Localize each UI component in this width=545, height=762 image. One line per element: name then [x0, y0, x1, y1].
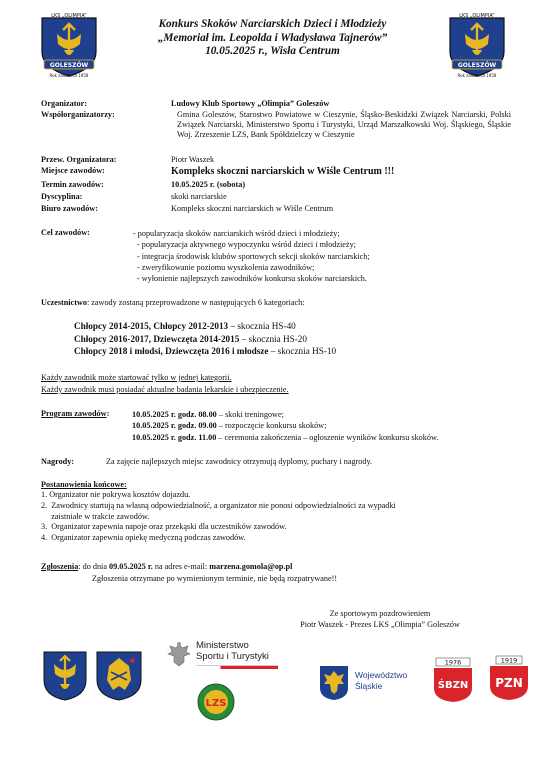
- office-value: Kompleks skoczni narciarskich w Wiśle Centrum: [171, 204, 334, 213]
- voivodeship-logo: [355, 670, 407, 691]
- goal-item: - zweryfikowanie poziomu wyszkolenia zawodników;: [137, 262, 315, 272]
- category-item: Chłopcy 2018 i młodsi, Dziewczęta 2016 i młodsze – skocznia HS-10: [74, 346, 337, 357]
- ministry-line-1: Ministerstwo: [196, 640, 249, 651]
- final-item: 1. Organizator nie pokrywa kosztów dojazdu.: [41, 490, 191, 500]
- page-title: [100, 18, 445, 59]
- signature-name: Piotr Waszek - Prezes LKS „Olimpia” Goleszów: [300, 619, 460, 629]
- rule-medical: Każdy zawodnik musi posiadać aktualne badania lekarskie i ubezpieczenie.: [41, 385, 289, 394]
- goal-item: - popularyzacja aktywnego wypoczynku wśród dzieci i młodzieży;: [137, 240, 356, 250]
- registration-note: Zgłoszenia otrzymane po wymienionym terminie, nie będą rozpatrywane!!: [92, 574, 338, 583]
- category-item: Chłopcy 2014-2015, Chłopcy 2012-2013 – skocznia HS-40: [74, 321, 296, 331]
- program-item: 10.05.2025 r. godz. 09.00 – rozpoczęcie konkursu skoków;: [132, 421, 327, 431]
- title-line-2: „Memoriał im. Leopolda i Władysława Tajnerów”: [157, 31, 388, 44]
- categories-list: [74, 320, 336, 358]
- goals-label: Cel zawodów:: [41, 228, 90, 237]
- lzs-logo-icon: [197, 683, 235, 721]
- svg-text:Rok założenia 1958: Rok założenia 1958: [457, 73, 497, 78]
- goal-item: - popularyzacja skoków narciarskich wśród dzieci i młodzieży;: [133, 229, 340, 238]
- registration-deadline: 09.05.2025 r.: [109, 562, 153, 571]
- category-item: Chłopcy 2016-2017, Dziewczęta 2014-2015 – skocznia HS-20: [74, 333, 307, 344]
- svg-text:LKS „OLIMPIA”: LKS „OLIMPIA”: [459, 13, 495, 19]
- participation-row: [41, 298, 511, 308]
- place-label: Miejsce zawodów:: [41, 166, 105, 175]
- chair-value: Piotr Waszek: [171, 155, 215, 164]
- signature-greeting: Ze sportowym pozdrowieniem: [329, 609, 431, 618]
- svg-text:LKS „OLIMPIA”: LKS „OLIMPIA”: [51, 13, 87, 19]
- svg-text:Rok założenia 1958: Rok założenia 1958: [49, 73, 89, 78]
- program-item: 10.05.2025 r. godz. 08.00 – skoki treningowe;: [132, 410, 284, 419]
- title-line-1: Konkurs Skoków Narciarskich Dzieci i Młodzieży: [158, 18, 387, 30]
- organizer-label: Organizator:: [41, 99, 87, 108]
- eagle-emblem-icon: [166, 640, 192, 670]
- svg-text:GOLESZÓW: GOLESZÓW: [49, 62, 89, 69]
- voivodeship-line-2: Śląskie: [355, 680, 383, 691]
- ministry-logo: [196, 640, 278, 669]
- ministry-line-2: Sportu i Turystyki: [196, 651, 269, 663]
- registration-row: Zgłoszenia: do dnia 09.05.2025 r. na adres e-mail: marzena.gomola@op.pl: [41, 562, 293, 571]
- organizer-value: Ludowy Klub Sportowy „Olimpia” Goleszów: [171, 99, 330, 108]
- final-section: [41, 480, 511, 544]
- awards-text: Za zajęcie najlepszych miejsc zawodnicy otrzymują dyplomy, puchary i nagrody.: [106, 457, 373, 466]
- pzn-logo-icon: [488, 654, 530, 702]
- logo-left: [34, 12, 104, 83]
- awards-label: Nagrody:: [41, 457, 75, 466]
- final-item: zaistniałe w trakcie zawodów.: [41, 511, 150, 521]
- date-label: Termin zawodów:: [41, 180, 104, 189]
- svg-text:LZS: LZS: [205, 698, 227, 709]
- silesian-eagle-icon: [318, 664, 350, 702]
- date-value: 10.05.2025 r. (sobota): [171, 180, 246, 189]
- svg-text:ŚBZN: ŚBZN: [437, 680, 469, 691]
- rule-one-category: Każdy zawodnik może startować tylko w jednej kategorii.: [41, 373, 232, 382]
- final-item: 2. Zawodnicy startują na własną odpowiedzialność, a organizator nie ponosi odpowiedzialności za wypadki: [41, 500, 396, 510]
- svg-text:1976: 1976: [444, 658, 462, 667]
- coorganizers-value: Gmina Goleszów, Starostwo Powiatowe w Cieszynie, Śląsko-Beskidzki Związek Narciarski, Polski Związek Narciarski, Ministerstwo Sportu i Turystyki, Urząd Marszałkowski Woj. Śląskiego, Śląskie Woj. Zrzeszenie LZS, Bank Spółdzielczy w Cieszynie: [177, 110, 511, 140]
- sbzn-logo-icon: [432, 656, 474, 704]
- svg-text:GOLESZÓW: GOLESZÓW: [457, 62, 497, 69]
- club-crest-icon: [442, 12, 512, 80]
- cieszyn-county-coat-of-arms-icon: [95, 650, 143, 702]
- participation-text: : zawody zostaną przeprowadzone w następujących 6 kategoriach:: [86, 298, 305, 307]
- participation-label: Uczestnictwo: [41, 298, 87, 307]
- svg-text:1919: 1919: [500, 656, 518, 665]
- program-item: 10.05.2025 r. godz. 11.00 – ceremonia zakończenia – ogłoszenie wyników konkursu skoków.: [132, 432, 439, 442]
- coorganizers-label: Współorganizatorzy:: [41, 110, 115, 119]
- title-line-3: 10.05.2025 r., Wisła Centrum: [205, 45, 340, 58]
- voivodeship-line-1: Województwo: [355, 670, 408, 680]
- final-label: Postanowienia końcowe:: [41, 480, 127, 489]
- club-crest-icon: [34, 12, 104, 80]
- signature-block: [270, 609, 490, 630]
- discipline-value: skoki narciarskie: [171, 192, 227, 201]
- flag-stripe: [196, 665, 278, 669]
- registration-label: Zgłoszenia: [41, 562, 79, 571]
- place-value: Kompleks skoczni narciarskich w Wiśle Centrum !!!: [171, 166, 395, 177]
- goal-item: - wyłonienie najlepszych zawodników konkursu skoków narciarskich.: [137, 274, 367, 284]
- final-item: 3. Organizator zapewnia napoje oraz przekąski dla uczestników zawodów.: [41, 522, 287, 532]
- goleszow-coat-of-arms-icon: [42, 650, 88, 702]
- logo-right: [442, 12, 512, 83]
- chair-label: Przew. Organizatora:: [41, 155, 117, 164]
- goal-item: - integracja środowisk klubów sportowych sekcji skoków narciarskich;: [137, 251, 370, 261]
- program-label: Program zawodów: [41, 409, 107, 418]
- discipline-label: Dyscyplina:: [41, 192, 83, 201]
- svg-text:PZN: PZN: [495, 676, 523, 690]
- registration-email[interactable]: marzena.gomola@op.pl: [209, 562, 293, 571]
- final-item: 4. Organizator zapewnia opiekę medyczną podczas zawodów.: [41, 532, 246, 542]
- office-label: Biuro zawodów:: [41, 204, 98, 213]
